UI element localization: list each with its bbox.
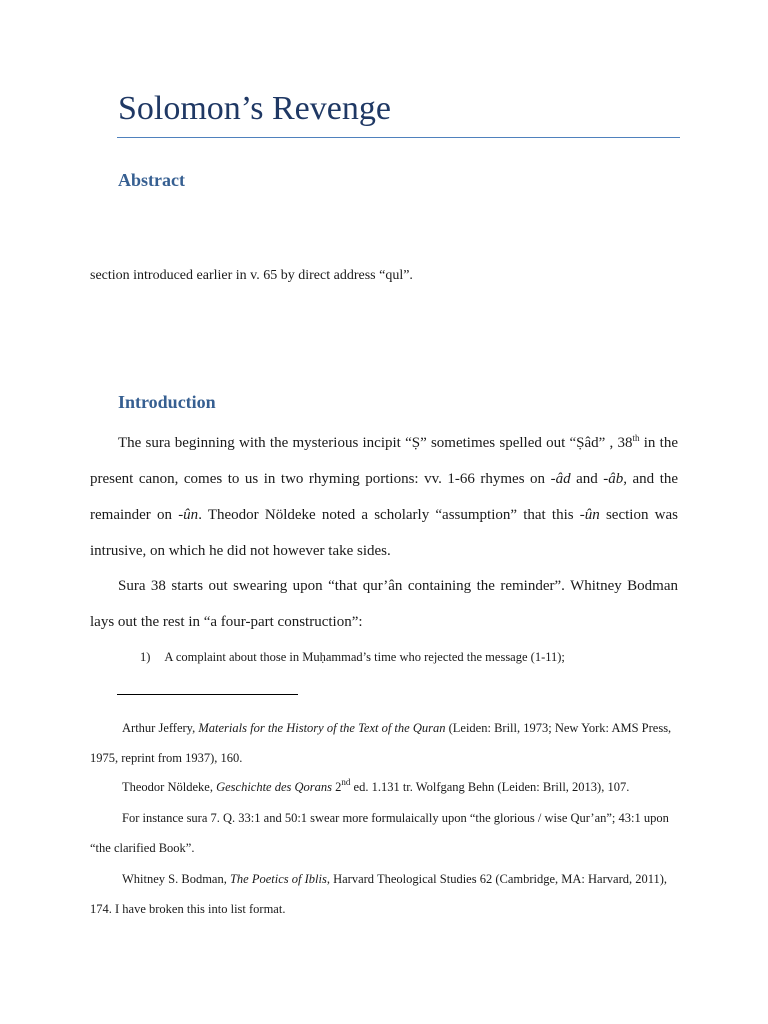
superscript: nd bbox=[341, 777, 351, 787]
italic-run: Geschichte des Qorans bbox=[216, 780, 333, 794]
paragraph-2-line-2: lays out the rest in “a four-part construction”: bbox=[90, 614, 363, 630]
text-run: Whitney S. Bodman, bbox=[122, 872, 230, 886]
superscript: th bbox=[632, 433, 640, 443]
footnote-4-line-2: 174. I have broken this into list format. bbox=[90, 902, 286, 916]
paragraph-1-line-3 bbox=[90, 507, 678, 524]
text-run: Theodor Nöldeke, bbox=[122, 780, 217, 794]
paragraph-2-line-1: Sura 38 starts out swearing upon “that qur’ân containing the reminder”. Whitney Bodman bbox=[118, 578, 678, 594]
footnote-4-line-1 bbox=[122, 872, 667, 887]
text-run: present canon, comes to us in two rhyming portions: vv. 1-66 rhymes on bbox=[90, 471, 551, 487]
text-run: , Harvard Theological Studies 62 (Cambridge, MA: Harvard, 2011), bbox=[326, 872, 668, 886]
footnote-3-line-2: “the clarified Book”. bbox=[90, 841, 195, 855]
text-run: 2 bbox=[332, 780, 342, 794]
paragraph-1-line-4: intrusive, on which he did not however take sides. bbox=[90, 543, 391, 559]
title-underline bbox=[117, 137, 680, 138]
text-run: ed. 1.131 tr. Wolfgang Behn (Leiden: Brill, 2013), 107. bbox=[350, 780, 630, 794]
text-run: in the bbox=[639, 435, 678, 451]
text-run: . Theodor Nöldeke noted a scholarly “assumption” that this bbox=[198, 507, 580, 523]
footnote-1-line-2: 1975, reprint from 1937), 160. bbox=[90, 751, 243, 765]
list-item bbox=[140, 650, 565, 665]
italic-run: -âd bbox=[550, 471, 571, 487]
italic-run: -âb bbox=[603, 471, 624, 487]
introduction-heading: Introduction bbox=[118, 392, 216, 412]
footnote-1-line-1 bbox=[122, 721, 671, 736]
footnote-3-line-1: For instance sura 7. Q. 33:1 and 50:1 swear more formulaically upon “the glorious / wise Qur’an”; 43:1 upon bbox=[122, 811, 669, 825]
list-number: 1) bbox=[140, 650, 151, 664]
text-run: section was bbox=[599, 507, 678, 523]
footnote-separator bbox=[117, 694, 298, 695]
abstract-heading: Abstract bbox=[118, 170, 185, 190]
text-run: Arthur Jeffery, bbox=[122, 721, 199, 735]
italic-run: The Poetics of Iblis bbox=[229, 872, 327, 886]
italic-run: Materials for the History of the Text of the Quran bbox=[198, 721, 446, 735]
text-run: remainder on bbox=[90, 507, 179, 523]
text-run: and bbox=[570, 471, 604, 487]
list-text: A complaint about those in Muḥammad’s time who rejected the message (1-11); bbox=[164, 650, 565, 664]
abstract-text: section introduced earlier in v. 65 by direct address “qul”. bbox=[90, 268, 413, 283]
document-title: Solomon’s Revenge bbox=[118, 90, 391, 127]
text-run: , and the bbox=[623, 471, 679, 487]
text-run: (Leiden: Brill, 1973; New York: AMS Press, bbox=[445, 721, 672, 735]
footnote-2 bbox=[122, 777, 630, 795]
text-run: The sura beginning with the mysterious incipit “Ṣ” sometimes spelled out “Ṣâd” , 38 bbox=[118, 435, 633, 451]
paragraph-1-line-2 bbox=[90, 471, 678, 488]
italic-run: -ûn bbox=[178, 507, 199, 523]
paragraph-1-line-1 bbox=[90, 435, 678, 452]
italic-run: -ûn bbox=[579, 507, 600, 523]
